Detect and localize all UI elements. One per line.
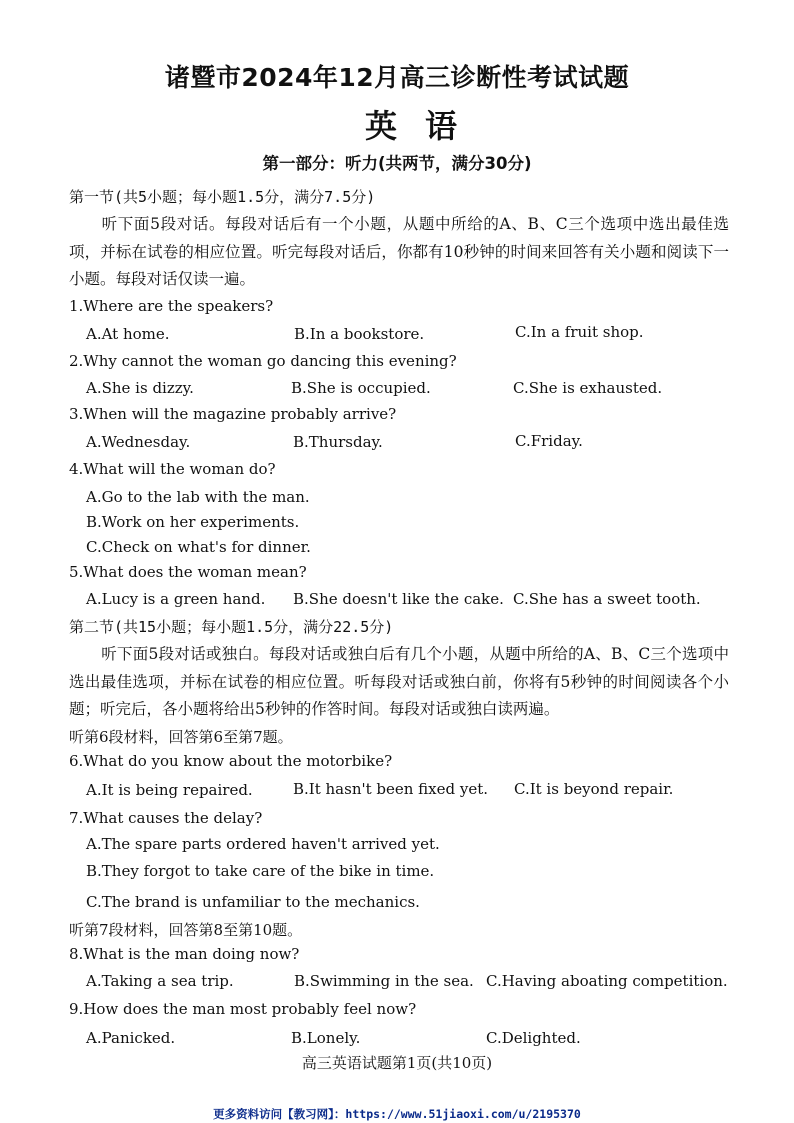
- section1-instruction: [69, 211, 729, 294]
- question-6-option-b[interactable]: B.It hasn't been fixed yet.: [293, 780, 489, 798]
- question-4-option-c[interactable]: C.Check on what's for dinner.: [86, 538, 311, 556]
- question-5-option-b[interactable]: B.She doesn't like the cake.: [293, 590, 504, 608]
- question-3-option-b[interactable]: B.Thursday.: [293, 433, 383, 451]
- question-3-stem: 3.When will the magazine probably arrive?: [69, 405, 397, 423]
- question-9-option-b[interactable]: B.Lonely.: [291, 1029, 361, 1047]
- question-9-stem: 9.How does the man most probably feel now?: [69, 1000, 417, 1018]
- question-2-option-b[interactable]: B.She is occupied.: [291, 379, 431, 397]
- question-5-option-c[interactable]: C.She has a sweet tooth.: [513, 590, 701, 608]
- material-7-note: 听第7段材料，回答第8至第10题。: [69, 921, 303, 939]
- question-7-option-c[interactable]: C.The brand is unfamiliar to the mechanics.: [86, 893, 420, 911]
- question-5-stem: 5.What does the woman mean?: [69, 563, 307, 581]
- question-6-option-c[interactable]: C.It is beyond repair.: [514, 780, 674, 798]
- question-4-option-b[interactable]: B.Work on her experiments.: [86, 513, 300, 531]
- question-4-stem: 4.What will the woman do?: [69, 460, 276, 478]
- question-8-option-a[interactable]: A.Taking a sea trip.: [86, 972, 234, 990]
- question-1-stem: 1.Where are the speakers?: [69, 297, 274, 315]
- question-6-option-a[interactable]: A.It is being repaired.: [86, 781, 253, 799]
- question-2-option-c[interactable]: C.She is exhausted.: [513, 379, 663, 397]
- material-6-note: 听第6段材料，回答第6至第7题。: [69, 728, 293, 746]
- resource-link[interactable]: 更多资料访问【教习网】：https://www.51jiaoxi.com/u/2195370: [213, 1107, 581, 1121]
- question-1-option-a[interactable]: A.At home.: [86, 325, 170, 343]
- section2-instruction-text: 听下面5段对话或独白。每段对话或独白后有几个小题，从题中所给的A、B、C三个选项中选出最佳选项，并标在试卷的相应位置。听每段对话或独白前，你将有5秒钟的时间阅读各个小题；听完后，各小题将给出5秒钟的作答时间。每段对话或独白读两遍。: [69, 645, 729, 718]
- section1-heading: 第一节(共5小题；每小题1.5分，满分7.5分): [69, 188, 376, 206]
- question-3-option-c[interactable]: C.Friday.: [515, 432, 583, 450]
- question-8-option-c[interactable]: C.Having aboating competition.: [486, 972, 728, 990]
- question-7-stem: 7.What causes the delay?: [69, 809, 263, 827]
- question-9-option-a[interactable]: A.Panicked.: [86, 1029, 176, 1047]
- section1-instruction-text: 听下面5段对话。每段对话后有一个小题，从题中所给的A、B、C三个选项中选出最佳选项，并标在试卷的相应位置。听完每段对话后，你都有10秒钟的时间来回答有关小题和阅读下一小题。每段对话仅读一遍。: [69, 215, 729, 288]
- question-8-stem: 8.What is the man doing now?: [69, 945, 300, 963]
- section2-heading: 第二节(共15小题；每小题1.5分，满分22.5分): [69, 618, 394, 636]
- question-1-option-b[interactable]: B.In a bookstore.: [294, 325, 425, 343]
- question-7-option-a[interactable]: A.The spare parts ordered haven't arrived yet.: [86, 835, 440, 853]
- part-heading: 第一部分：听力(共两节，满分30分): [262, 154, 532, 173]
- page-footer: 高三英语试题第1页(共10页): [301, 1054, 493, 1072]
- subject-title: 英语: [364, 107, 485, 145]
- question-7-option-b[interactable]: B.They forgot to take care of the bike in time.: [86, 862, 435, 880]
- question-8-option-b[interactable]: B.Swimming in the sea.: [294, 972, 474, 990]
- question-3-option-a[interactable]: A.Wednesday.: [86, 433, 191, 451]
- question-6-stem: 6.What do you know about the motorbike?: [69, 752, 393, 770]
- question-4-option-a[interactable]: A.Go to the lab with the man.: [86, 488, 310, 506]
- exam-title: 诸暨市2024年12月高三诊断性考试试题: [164, 63, 630, 92]
- question-2-stem: 2.Why cannot the woman go dancing this evening?: [69, 352, 457, 370]
- section2-instruction: [69, 641, 729, 724]
- question-5-option-a[interactable]: A.Lucy is a green hand.: [86, 590, 266, 608]
- question-1-option-c[interactable]: C.In a fruit shop.: [515, 323, 644, 341]
- question-2-option-a[interactable]: A.She is dizzy.: [86, 379, 194, 397]
- question-9-option-c[interactable]: C.Delighted.: [486, 1029, 581, 1047]
